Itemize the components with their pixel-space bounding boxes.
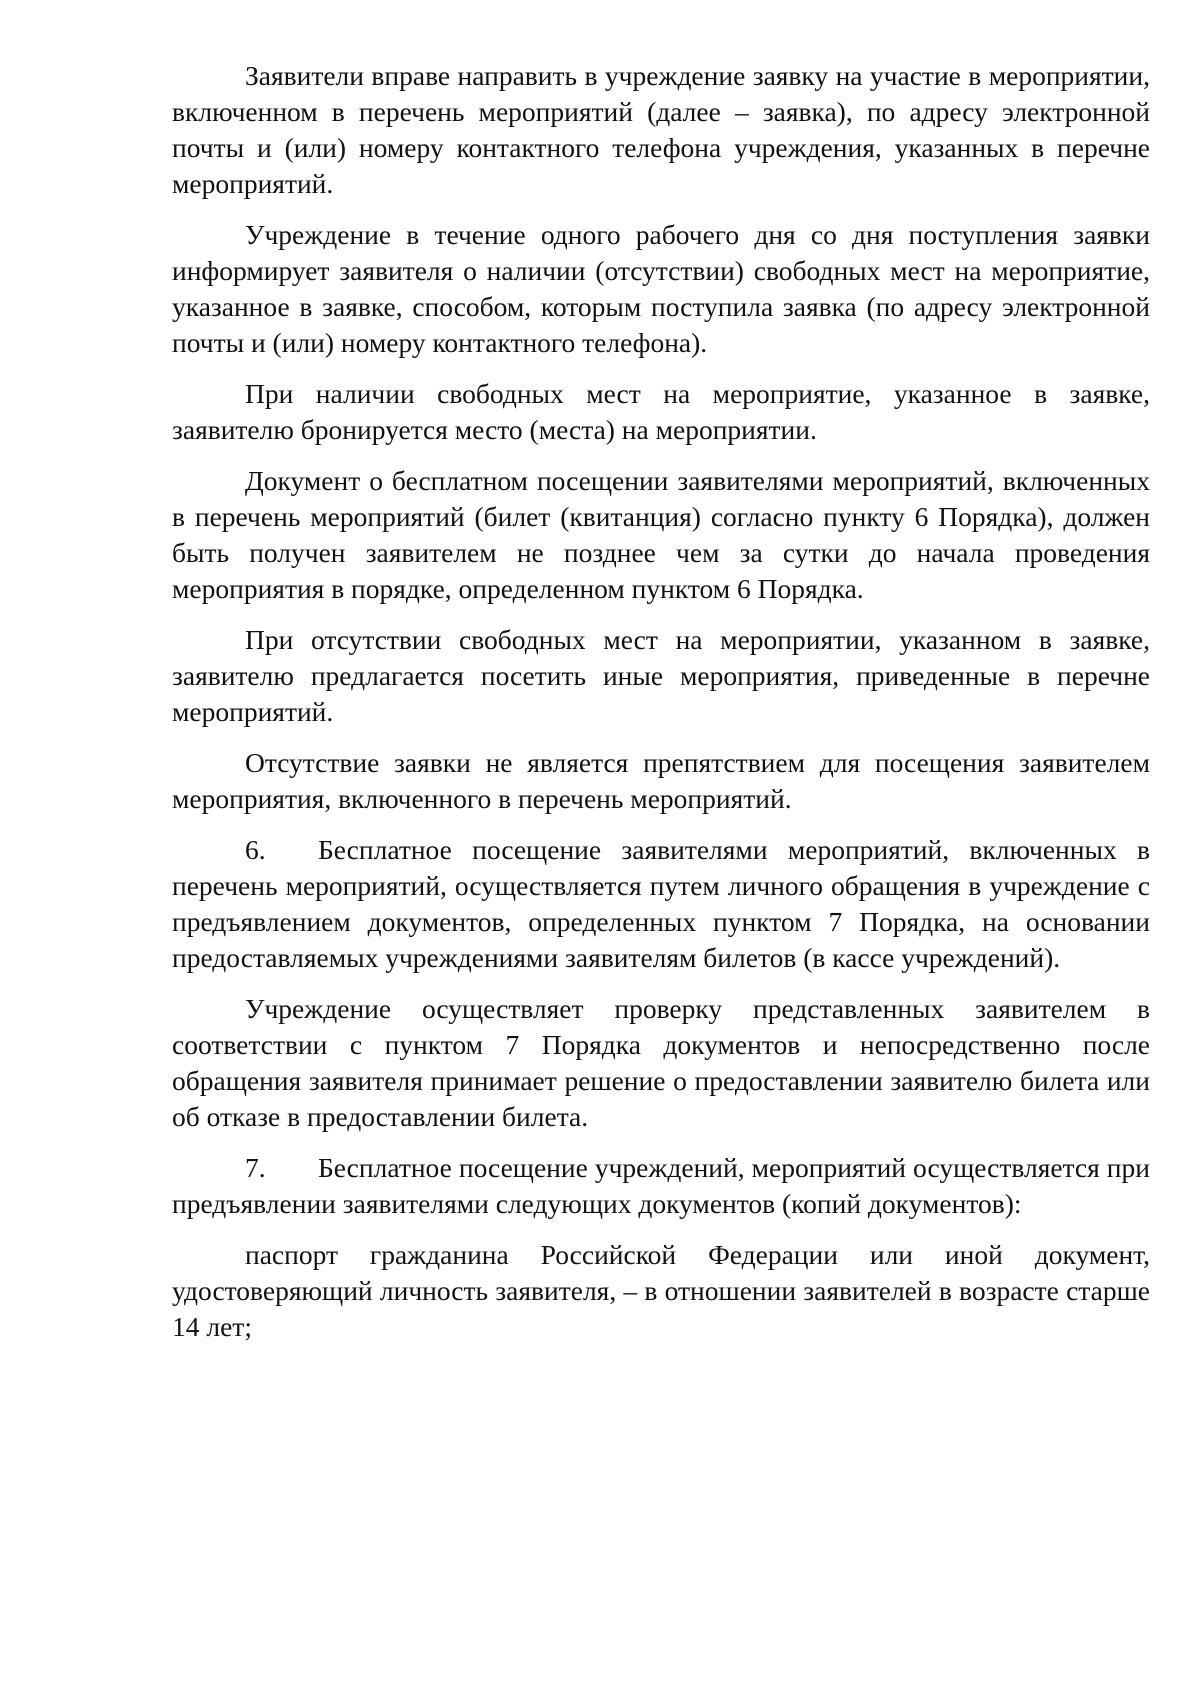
paragraph-ticket-document [172, 463, 1150, 607]
paragraph-text: Заявители вправе направить в учреждение заявку на участие в мероприятии, включенном в перечень мероприятий (далее – заявка), по адресу электронной почты и (или) номеру контактного телефона учреждения, указанных в перечне мероприятий. [172, 60, 1150, 199]
paragraph-text: Документ о бесплатном посещении заявителями мероприятий, включенных в перечень мероприятий (билет (квитанция) согласно пункту 6 Порядка), должен быть получен заявителем не позднее чем за сутки до начала проведения мероприятия в порядке, определенном пунктом 6 Порядка. [172, 465, 1150, 604]
paragraph-application-submission [172, 58, 1150, 202]
clause-7 [172, 1150, 1150, 1222]
clause-number: 6. [245, 834, 266, 865]
paragraph-text: Отсутствие заявки не является препятствием для посещения заявителем мероприятия, включенного в перечень мероприятий. [172, 747, 1150, 814]
paragraph-institution-informs [172, 217, 1150, 361]
paragraph-document-check [172, 991, 1150, 1135]
paragraph-no-free-seats [172, 622, 1150, 730]
paragraph-text: Учреждение в течение одного рабочего дня со дня поступления заявки информирует заявителя о наличии (отсутствии) свободных мест на мероприятие, указанное в заявке, способом, которым поступила заявка (по адресу электронной почты и (или) номеру контактного телефона). [172, 219, 1150, 358]
paragraph-seat-booking [172, 376, 1150, 448]
document-page [172, 58, 1150, 1360]
paragraph-text: Учреждение осуществляет проверку представленных заявителем в соответствии с пунктом 7 Порядка документов и непосредственно после обращения заявителя принимает решение о предоставлении заявителю билета или об отказе в предоставлении билета. [172, 993, 1150, 1132]
paragraph-text: Бесплатное посещение учреждений, мероприятий осуществляется при предъявлении заявителями следующих документов (копий документов): [172, 1152, 1150, 1219]
paragraph-text: При отсутствии свободных мест на мероприятии, указанном в заявке, заявителю предлагается посетить иные мероприятия, приведенные в перечне мероприятий. [172, 624, 1150, 727]
paragraph-no-application [172, 745, 1150, 817]
clause-number: 7. [245, 1152, 266, 1183]
paragraph-text: паспорт гражданина Российской Федерации или иной документ, удостоверяющий личность заявителя, – в отношении заявителей в возрасте старше 14 лет; [172, 1239, 1150, 1342]
paragraph-text: Бесплатное посещение заявителями мероприятий, включенных в перечень мероприятий, осуществляется путем личного обращения в учреждение с предъявлением документов, определенных пунктом 7 Порядка, на основании предоставляемых учреждениями заявителям билетов (в кассе учреждений). [172, 834, 1150, 973]
clause-6 [172, 832, 1150, 976]
paragraph-passport-item [172, 1237, 1150, 1345]
paragraph-text: При наличии свободных мест на мероприятие, указанное в заявке, заявителю бронируется место (места) на мероприятии. [172, 378, 1150, 445]
